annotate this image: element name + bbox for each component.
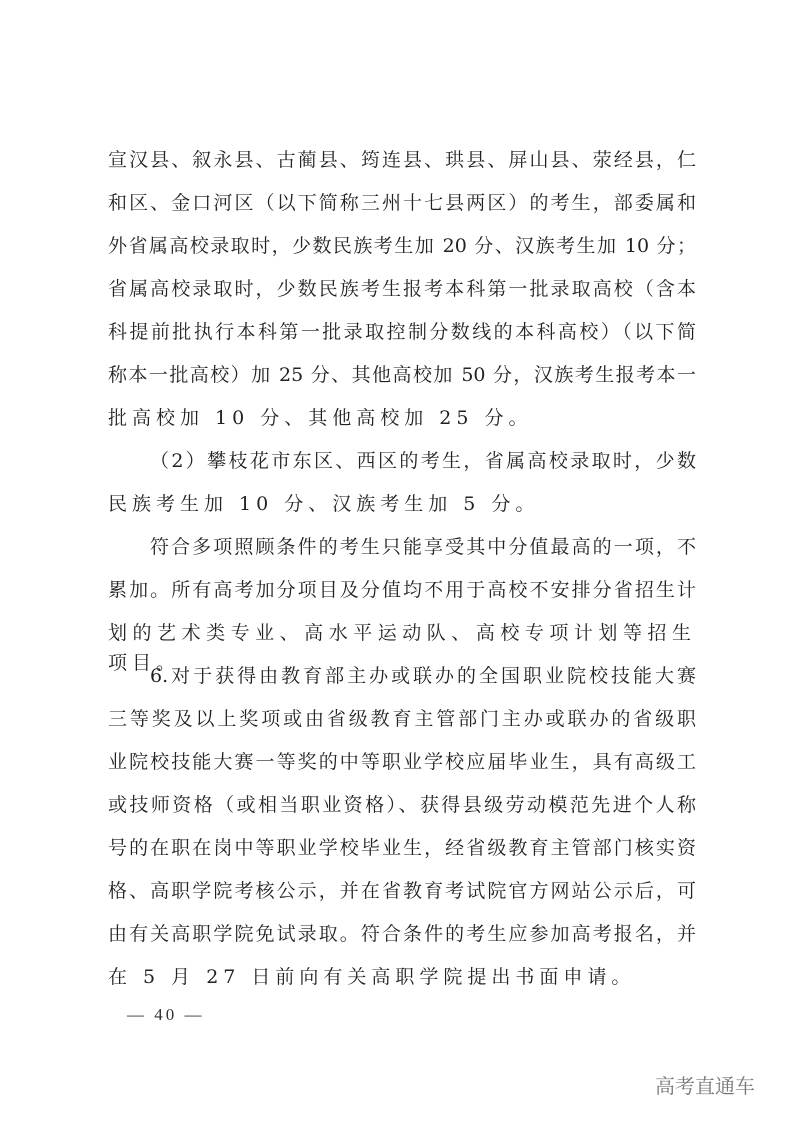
text-line: 格、高职学院考核公示，并在省教育考试院官方网站公示后，可 — [108, 880, 696, 902]
text-line: 称本一批高校）加 25 分、其他高校加 50 分，汉族考生报考本一 — [108, 364, 696, 386]
text-line: 民族考生加 10 分、汉族考生加 5 分。 — [108, 493, 540, 515]
text-line: 累加。所有高考加分项目及分值均不用于高校不安排分省招生计 — [108, 579, 696, 601]
text-line: （2）攀枝花市东区、西区的考生，省属高校录取时，少数 — [150, 450, 696, 472]
watermark: 高考直通车 — [655, 1074, 755, 1098]
text-line: 业院校技能大赛一等奖的中等职业学校应届毕业生，具有高级工 — [108, 751, 696, 773]
text-line: 划的艺术类专业、高水平运动队、高校专项计划等招生项目。 — [108, 622, 696, 674]
text-line: 省属高校录取时，少数民族考生报考本科第一批录取高校（含本 — [108, 278, 696, 300]
text-line: 三等奖及以上奖项或由省级教育主管部门主办或联办的省级职 — [108, 708, 696, 730]
text-line: 在 5 月 27 日前向有关高职学院提出书面申请。 — [108, 966, 636, 988]
text-line: 符合多项照顾条件的考生只能享受其中分值最高的一项，不 — [150, 536, 696, 558]
text-line: 号的在职在岗中等职业学校毕业生，经省级教育主管部门核实资 — [108, 837, 696, 859]
text-line: 6.对于获得由教育部主办或联办的全国职业院校技能大赛 — [150, 665, 696, 687]
text-line: 和区、金口河区（以下简称三州十七县两区）的考生，部委属和 — [108, 192, 696, 214]
text-line: 由有关高职学院免试录取。符合条件的考生应参加高考报名，并 — [108, 923, 696, 945]
text-line: 宣汉县、叙永县、古蔺县、筠连县、珙县、屏山县、荥经县，仁 — [108, 149, 696, 171]
page-number: — 40 — — [127, 1005, 205, 1024]
text-line: 或技师资格（或相当职业资格）、获得县级劳动模范先进个人称 — [108, 794, 696, 816]
text-line: 批高校加 10 分、其他高校加 25 分。 — [108, 407, 533, 429]
text-line: 外省属高校录取时，少数民族考生加 20 分、汉族考生加 10 分； — [108, 235, 696, 257]
text-line: 科提前批执行本科第一批录取控制分数线的本科高校）（以下简 — [108, 321, 696, 343]
